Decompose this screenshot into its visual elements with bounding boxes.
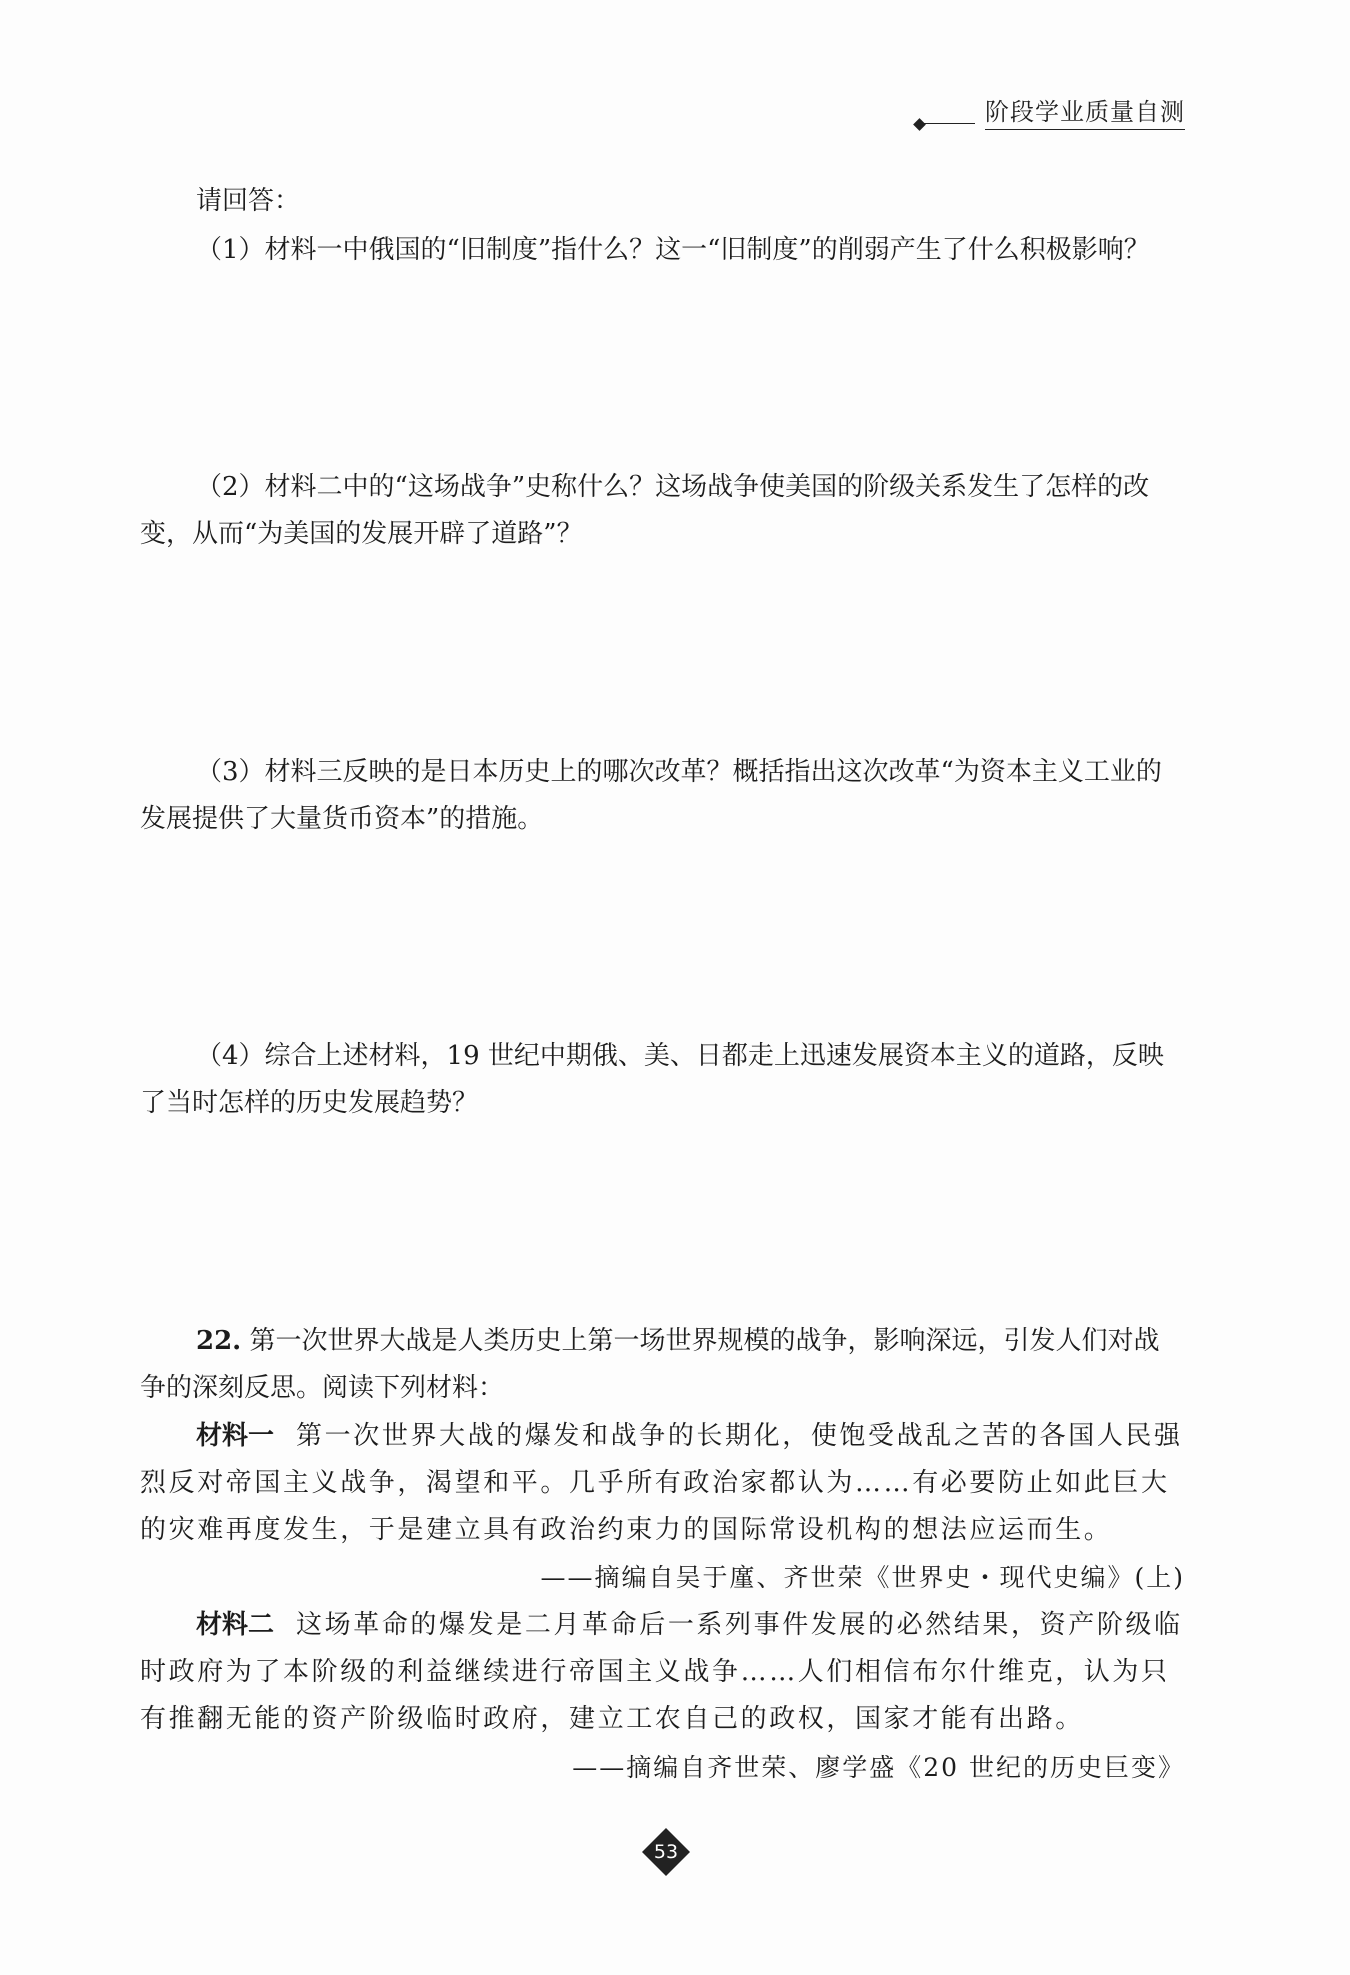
q21-subquestion-1: （1）材料一中俄国的“旧制度”指什么？这一“旧制度”的削弱产生了什么积极影响？ xyxy=(196,235,1150,265)
material-1-text: 第一次世界大战的爆发和战争的长期化，使饱受战乱之苦的各国人民强烈反对帝国主义战争，渴望和平。几乎所有政治家都认为……有必要防止如此巨大的灾难再度发生，于是建立具有政治约束力的国际常设机构的想法应运而生。 xyxy=(140,1421,1183,1545)
q21-subquestion-4: （4）综合上述材料，19 世纪中期俄、美、日都走上迅速发展资本主义的道路，反映了当时怎样的历史发展趋势？ xyxy=(140,1041,1164,1118)
q21-prompt: 请回答： xyxy=(196,186,301,216)
page-header xyxy=(923,92,1185,130)
page-number: 53 xyxy=(653,1841,679,1863)
material-2-label: 材料二 xyxy=(196,1610,275,1640)
header-rule xyxy=(923,123,975,124)
header-title: 阶段学业质量自测 xyxy=(985,92,1185,130)
page-number-badge xyxy=(641,1827,691,1877)
material-2-source: ——摘编自齐世荣、廖学盛《20 世纪的历史巨变》 xyxy=(572,1753,1185,1782)
q21-subquestion-3: （3）材料三反映的是日本历史上的哪次改革？概括指出这次改革“为资本主义工业的发展提供了大量货币资本”的措施。 xyxy=(140,757,1162,834)
q21-subquestion-2: （2）材料二中的“这场战争”史称什么？这场战争使美国的阶级关系发生了怎样的改变，从而“为美国的发展开辟了道路”？ xyxy=(140,472,1150,549)
material-1-source: ——摘编自吴于廑、齐世荣《世界史・现代史编》(上) xyxy=(540,1563,1185,1592)
q22-intro-text: 第一次世界大战是人类历史上第一场世界规模的战争，影响深远，引发人们对战争的深刻反思。阅读下列材料： xyxy=(140,1326,1160,1403)
material-2-text: 这场革命的爆发是二月革命后一系列事件发展的必然结果，资产阶级临时政府为了本阶级的利益继续进行帝国主义战争……人们相信布尔什维克，认为只有推翻无能的资产阶级临时政府，建立工农自己的政权，国家才能有出路。 xyxy=(140,1610,1183,1734)
diamond-icon xyxy=(913,118,926,131)
q22-intro xyxy=(140,1318,1185,1412)
material-1-label: 材料一 xyxy=(196,1421,275,1451)
question-number: 22. xyxy=(196,1326,242,1356)
material-1 xyxy=(140,1413,1185,1554)
material-2 xyxy=(140,1602,1185,1743)
